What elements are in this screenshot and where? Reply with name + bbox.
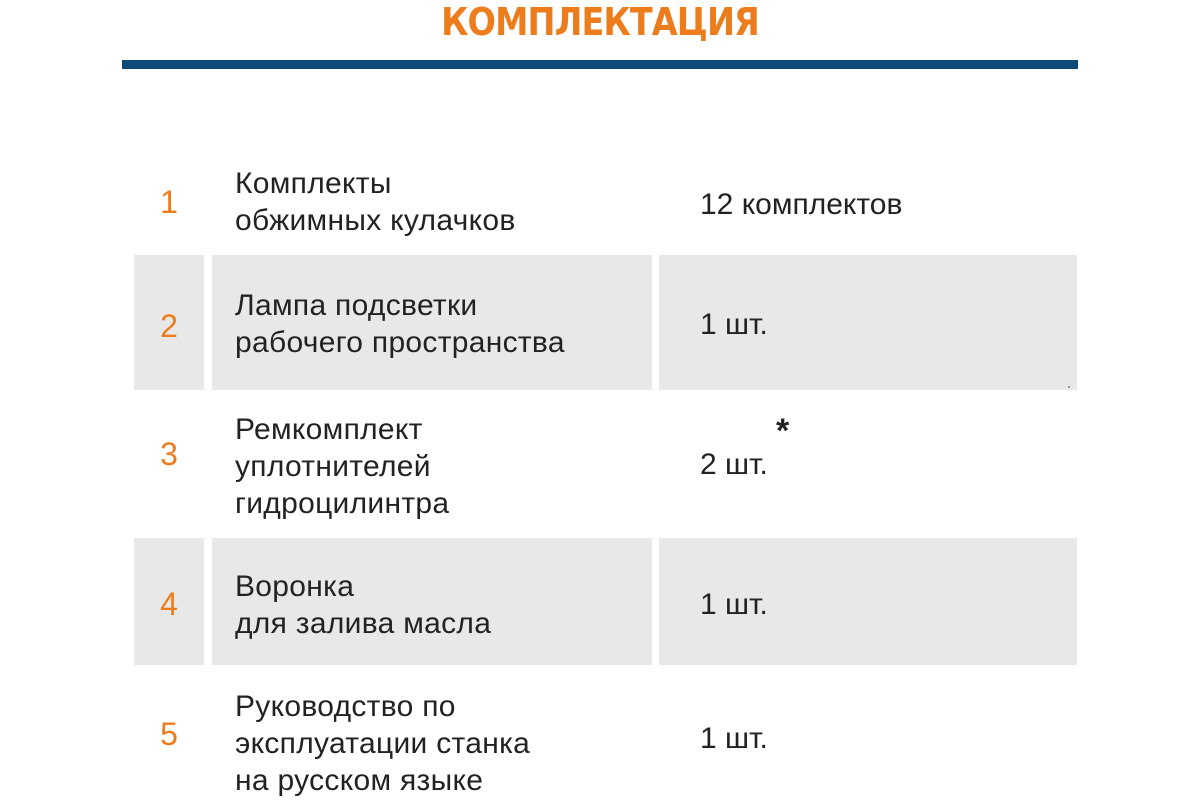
stray-dot (1068, 386, 1070, 388)
item-quantity: 12 комплектов (700, 188, 903, 221)
item-number: 4 (160, 586, 178, 622)
item-quantity: 1 шт. (700, 308, 768, 341)
item-number: 5 (160, 716, 178, 752)
item-quantity: 2 шт. (700, 448, 768, 481)
page-title: КОМПЛЕКТАЦИЯ (441, 0, 759, 44)
footnote-asterisk: * (776, 412, 790, 450)
item-name: Воронка для залива масла (235, 570, 492, 640)
item-number: 1 (160, 184, 178, 220)
item-name: Лампа подсветки рабочего пространства (235, 289, 565, 359)
item-name: Ремкомплект уплотнителей гидроцилинтра (235, 413, 450, 520)
item-quantity: 1 шт. (700, 588, 768, 621)
item-quantity: 1 шт. (700, 722, 768, 755)
item-number: 2 (160, 308, 178, 344)
item-number: 3 (160, 436, 178, 472)
item-name: Руководство по эксплуатации станка на русском языке (235, 690, 531, 797)
item-name: Комплекты обжимных кулачков (235, 167, 516, 237)
